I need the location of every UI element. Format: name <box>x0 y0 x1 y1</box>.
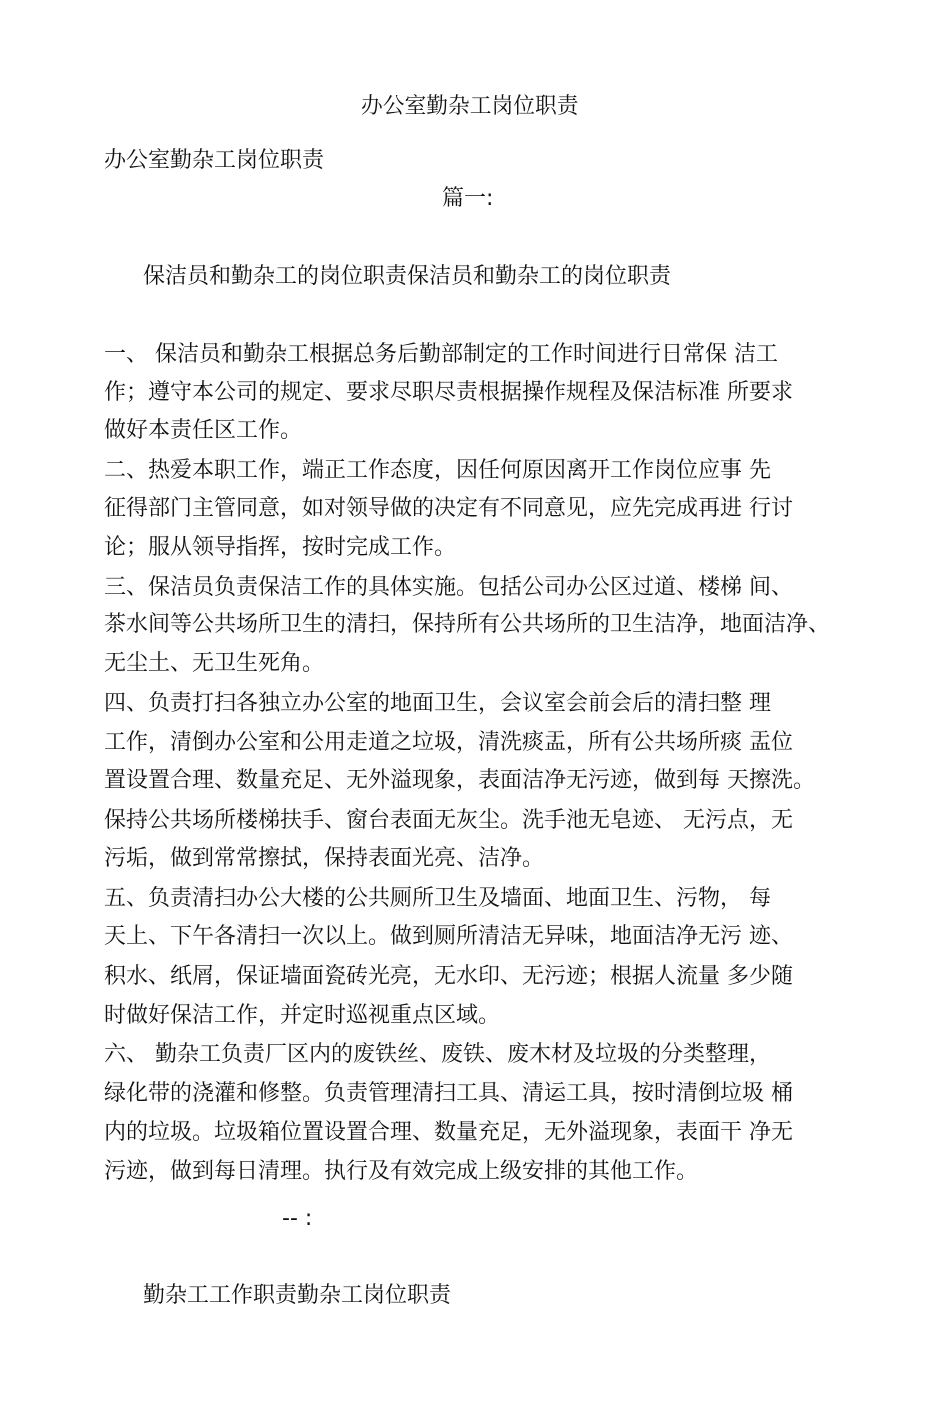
body-line: 内的垃圾。垃圾箱位置设置合理、数量充足，无外溢现象，表面干 净无 <box>104 1120 793 1145</box>
body-line: 保持公共场所楼梯扶手、窗台表面无灰尘。洗手池无皂迹、 无污点，无 <box>104 808 793 833</box>
body-line: 时做好保洁工作，并定时巡视重点区域。 <box>104 1003 501 1028</box>
body-line: 绿化带的浇灌和修整。负责管理清扫工具、清运工具，按时清倒垃圾 桶 <box>104 1081 793 1106</box>
body-line: 征得部门主管同意，如对领导做的决定有不同意见，应先完成再进 行讨 <box>104 496 793 521</box>
separator-mark: -- : <box>282 1206 313 1231</box>
body-line: 四、负责打扫各独立办公室的地面卫生，会议室会前会后的清扫整 理 <box>104 691 771 716</box>
document-subtitle: 办公室勤杂工岗位职责 <box>104 148 325 173</box>
body-line: 一、 保洁员和勤杂工根据总务后勤部制定的工作时间进行日常保 洁工 <box>104 342 778 367</box>
body-line: 工作，清倒办公室和公用走道之垃圾，清洗痰盂，所有公共场所痰 盂位 <box>104 730 793 755</box>
body-line: 六、 勤杂工负责厂区内的废铁丝、废铁、废木材及垃圾的分类整理， <box>104 1042 771 1067</box>
part-label: 篇一: <box>442 186 494 211</box>
body-line: 作；遵守本公司的规定、要求尽职尽责根据操作规程及保洁标准 所要求 <box>104 380 793 405</box>
section-heading-2: 勤杂工工作职责勤杂工岗位职责 <box>143 1283 452 1308</box>
body-line: 五、负责清扫办公大楼的公共厕所卫生及墙面、地面卫生、污物， 每 <box>104 886 771 911</box>
body-line: 置设置合理、数量充足、无外溢现象，表面洁净无污迹，做到每 天擦洗。 <box>104 768 815 793</box>
body-line: 二、热爱本职工作，端正工作态度，因任何原因离开工作岗位应事 先 <box>104 458 771 483</box>
body-line: 污迹，做到每日清理。执行及有效完成上级安排的其他工作。 <box>104 1159 699 1184</box>
body-line: 论；服从领导指挥，按时完成工作。 <box>104 535 457 560</box>
section-heading: 保洁员和勤杂工的岗位职责保洁员和勤杂工的岗位职责 <box>143 264 672 289</box>
body-line: 茶水间等公共场所卫生的清扫，保持所有公共场所的卫生洁净，地面洁净、 <box>104 612 831 637</box>
body-line: 天上、下午各清扫一次以上。做到厕所清洁无异味，地面洁净无污 迹、 <box>104 924 793 949</box>
body-line: 无尘土、无卫生死角。 <box>104 651 325 676</box>
document-title: 办公室勤杂工岗位职责 <box>360 94 579 119</box>
body-line: 三、保洁员负责保洁工作的具体实施。包括公司办公区过道、楼梯 间、 <box>104 575 793 600</box>
body-line: 做好本责任区工作。 <box>104 418 303 443</box>
body-line: 污垢，做到常常擦拭，保持表面光亮、洁净。 <box>104 846 545 871</box>
body-line: 积水、纸屑，保证墙面瓷砖光亮，无水印、无污迹；根据人流量 多少随 <box>104 964 793 989</box>
